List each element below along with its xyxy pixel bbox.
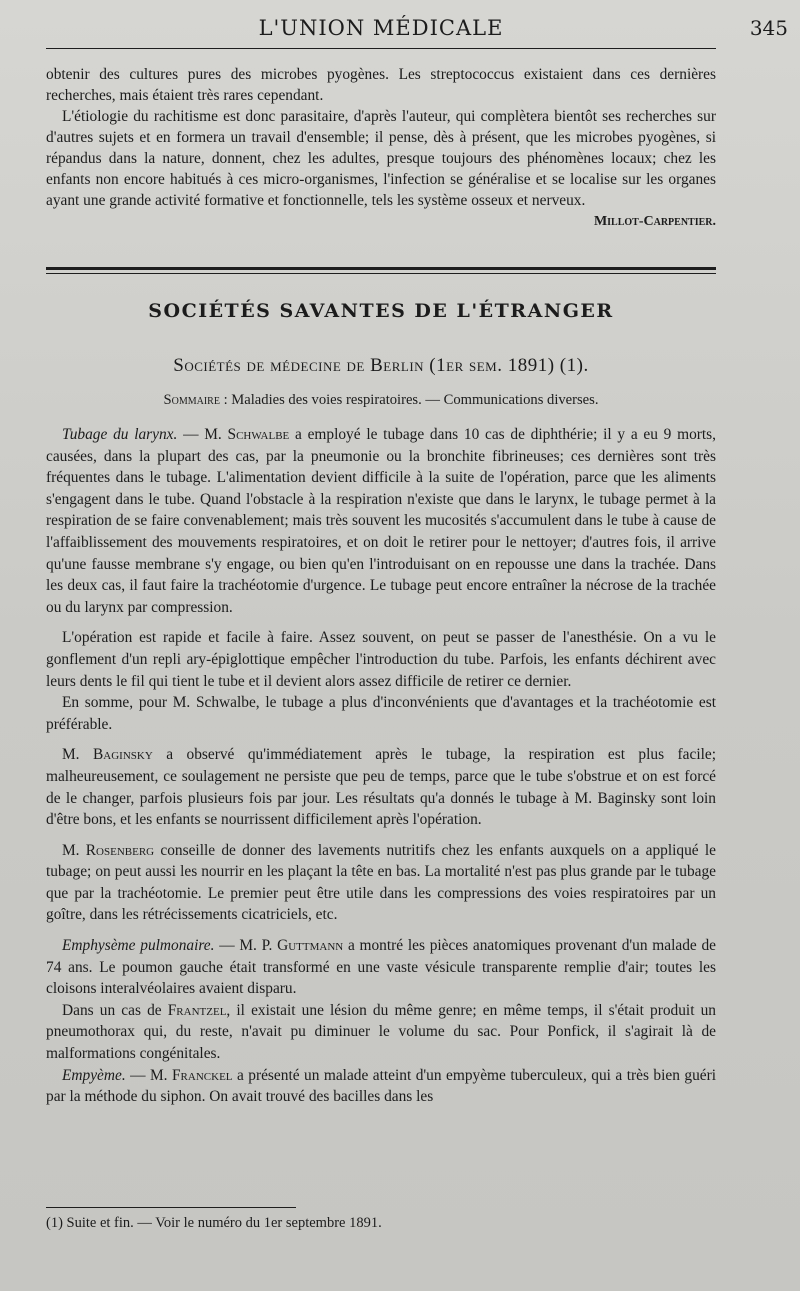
summary-line: [46, 392, 716, 409]
header-rule: [46, 48, 716, 49]
rosenberg-text: conseille de donner des lavements nutritifs chez les enfants auxquels on a appliqué le tubage; on peut aussi les nourrir en les plaçant la tête en bas. La mortalité n'est pas plus grande par le tubage que par la trachéotomie. Le premier peut être utile dans les compressions des voies respiratoires par un goître, dans les rétrécissements cicatriciels, etc.: [46, 841, 716, 924]
society-heading-text: Sociétés de médecine de Berlin (1er sem. 1891) (1).: [173, 355, 589, 376]
empyeme-dash: — M.: [125, 1066, 172, 1084]
footnote: (1) Suite et fin. — Voir le numéro du 1er septembre 1891.: [46, 1215, 382, 1231]
summary-label: Sommaire: [163, 392, 220, 408]
running-head: [46, 14, 788, 46]
author-baginsky: Baginsky: [93, 746, 153, 764]
emphyseme-dash: — M. P.: [214, 937, 278, 955]
frantzel-prefix: Dans un cas de: [62, 1001, 168, 1019]
author-frantzel: Frantzel: [167, 1001, 227, 1019]
intro-paragraph-1: obtenir des cultures pures des microbes pyogènes. Les streptococcus existaient dans ces dernières recherches, mais étaient très rares cependant.: [46, 66, 716, 104]
author-signature: Millot-Carpentier.: [593, 214, 716, 229]
baginsky-text: a observé qu'immédiatement après le tubage, la respiration est plus facile; malheureusement, ce soulagement ne persiste que peu de temps, parce que le tube s'obstrue et on est forcé de le changer, parfois plusieurs fois par jour. Les résultats qu'a donnés le tubage à M. Baginsky sont loin d'être bons, et les enfants se nourrissent difficilement après l'opération.: [46, 746, 716, 829]
section-rule-top: [46, 267, 716, 270]
empyeme-text: a présenté un malade atteint d'un empyème tuberculeux, qui a très bien guéri par la méthode du siphon. On avait trouvé des bacilles dans les: [46, 1066, 716, 1106]
intro-text: [46, 64, 716, 232]
summary-text: : Maladies des voies respiratoires. — Communications diverses.: [219, 392, 599, 408]
author-guttmann: Guttmann: [277, 937, 344, 955]
empyeme-title: Empyème.: [62, 1066, 126, 1084]
author-rosenberg: Rosenberg: [85, 841, 155, 859]
society-heading: [46, 355, 716, 377]
paragraph-rosenberg: [46, 840, 716, 926]
baginsky-prefix: M.: [62, 746, 93, 764]
intro-paragraph-2: L'étiologie du rachitisme est donc parasitaire, d'après l'auteur, qui complètera bientôt ses recherches sur d'autres sujets et en formera un travail d'ensemble; il pense, dès à présent, que les microbes pyogènes, si répandus dans la nature, donnent, chez les adultes, presque toujours des phénomènes locaux; chez les enfants non encore habitués à ces micro-organismes, l'infection se généralise et se localise sur les organes ayant une grande activité formative et fonctionnelle, tels les système osseux et nerveux.: [46, 108, 716, 209]
section-rule-bottom: [46, 273, 716, 274]
paragraph-frantzel: [46, 1000, 716, 1065]
rosenberg-prefix: M.: [62, 841, 86, 859]
tubage-title: Tubage du larynx.: [62, 426, 178, 443]
emphyseme-text: a montré les pièces anatomiques provenant d'un malade de 74 ans. Le poumon gauche était transformé en une vaste vésicule transparente remplie d'air; toutes les cloisons interalvéolaires avaient disparu.: [46, 937, 717, 998]
frantzel-text: , il existait une lésion du même genre; en même temps, il s'était produit un pneumothorax qui, du reste, n'avait pu diminuer le volume du sac. Pour Ponfick, il s'agirait là de malformations congénitales.: [46, 1001, 716, 1063]
author-schwalbe: Schwalbe: [227, 426, 290, 443]
page-number: 345: [749, 16, 788, 40]
paragraph-emphyseme: [46, 935, 716, 1000]
paragraph-empyeme: [46, 1065, 716, 1108]
paragraph-operation: L'opération est rapide et facile à faire. Assez souvent, on peut se passer de l'anesthésie. On a vu le gonflement d'un repli ary-épiglottique empêcher l'introduction du tube. Parfois, les enfants déchirent avec leurs dents le fil qui tient le tube et il devient alors assez difficile de retirer ce dernier.: [46, 629, 716, 690]
footnote-rule: [46, 1207, 296, 1208]
paragraph-somme: En somme, pour M. Schwalbe, le tubage a plus d'inconvénients que d'avantages et la trachéotomie est préférable.: [46, 694, 716, 733]
paragraph-tubage: [46, 424, 716, 618]
journal-title: L'UNION MÉDICALE: [258, 16, 504, 40]
main-text: [46, 424, 716, 1108]
section-heading: SOCIÉTÉS SAVANTES DE L'ÉTRANGER: [148, 300, 614, 322]
author-franckel: Franckel: [172, 1066, 233, 1084]
tubage-dash: — M.: [177, 426, 228, 443]
tubage-text: a employé le tubage dans 10 cas de diphthérie; il y a eu 9 morts, causées, dans la plupart des cas, par la pneumonie ou la bronchite fibrineuses; ces dernières sont très fréquentes dans le tubage. L'alimentation devient difficile à la suite de l'opération, parce que les aliments s'engagent dans le tube. Quand l'obstacle à la respiration n'existe que dans le larynx, le tubage permet à la respiration de se faire convenablement; mais très souvent les mucosités s'accumulent dans le tube à cause de l'affaiblissement des mouvements respiratoires, et on doit le retirer pour le nettoyer; d'autres fois, il arrive qu'une fausse membrane s'y engage, ou bien qu'en l'introduisant on en repousse une dans la trachée. Dans les deux cas, il faut faire la trachéotomie d'urgence. Le tubage peut encore entraîner la nécrose de la trachée ou du larynx par compression.: [46, 426, 717, 616]
emphyseme-title: Emphysème pulmonaire.: [62, 937, 215, 955]
paragraph-baginsky: [46, 744, 716, 830]
